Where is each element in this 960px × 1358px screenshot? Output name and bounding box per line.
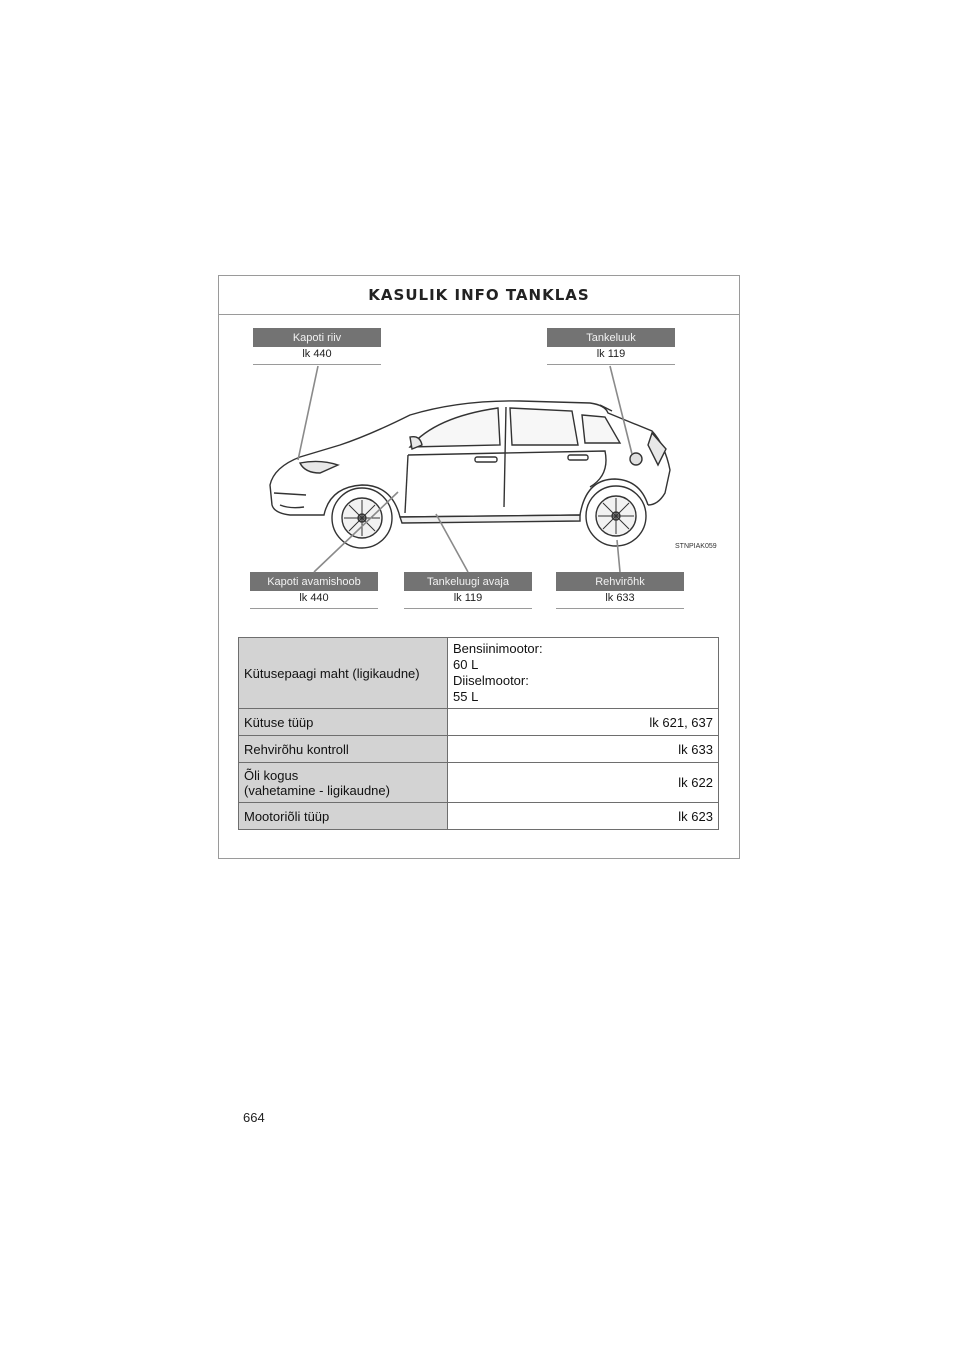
table-row [239,763,719,803]
row-label: Kütusepaagi maht (ligikaudne) [239,638,448,709]
table-row [239,803,719,830]
value-line: Diiselmootor: [453,673,529,688]
callout-hood-release [250,572,378,609]
page-title: KASULIK INFO TANKLAS [368,286,590,304]
row-value: lk 622 [448,763,719,803]
label-line: (vahetamine - ligikaudne) [244,782,390,798]
front-wheel [332,488,392,548]
callout-label: Tankeluugi avaja [404,572,532,591]
row-label: Rehvirõhu kontroll [239,736,448,763]
callout-page-ref: lk 119 [547,347,675,365]
fuel-info-table [238,637,719,830]
row-label: Kütuse tüüp [239,709,448,736]
callout-page-ref: lk 119 [404,591,532,609]
row-label: Mootoriõli tüüp [239,803,448,830]
row-value: lk 633 [448,736,719,763]
callout-label: Kapoti avamishoob [250,572,378,591]
row-value: lk 623 [448,803,719,830]
callout-label: Rehvirõhk [556,572,684,591]
callout-page-ref: lk 633 [556,591,684,609]
row-value [448,638,719,709]
label-line: Õli kogus [244,767,299,783]
value-line: 60 L [453,657,479,672]
value-line: Bensiinimootor: [453,641,543,656]
value-line: 55 L [453,689,479,704]
table-row [239,736,719,763]
callout-page-ref: lk 440 [253,347,381,365]
panel-header [219,276,739,315]
callout-page-ref: lk 440 [250,591,378,609]
callout-label: Kapoti riiv [253,328,381,347]
rear-wheel [586,486,646,546]
callout-tire-pressure [556,572,684,609]
row-value: lk 621, 637 [448,709,719,736]
table-row [239,638,719,709]
callout-label: Tankeluuk [547,328,675,347]
table-row [239,709,719,736]
car-side-illustration [260,375,730,560]
image-code: STNPIAK059 [675,543,717,550]
row-label [239,763,448,803]
callout-fuel-door [547,328,675,365]
callout-hood-latch [253,328,381,365]
callout-fuel-door-opener [404,572,532,609]
page-number: 664 [243,1110,265,1125]
